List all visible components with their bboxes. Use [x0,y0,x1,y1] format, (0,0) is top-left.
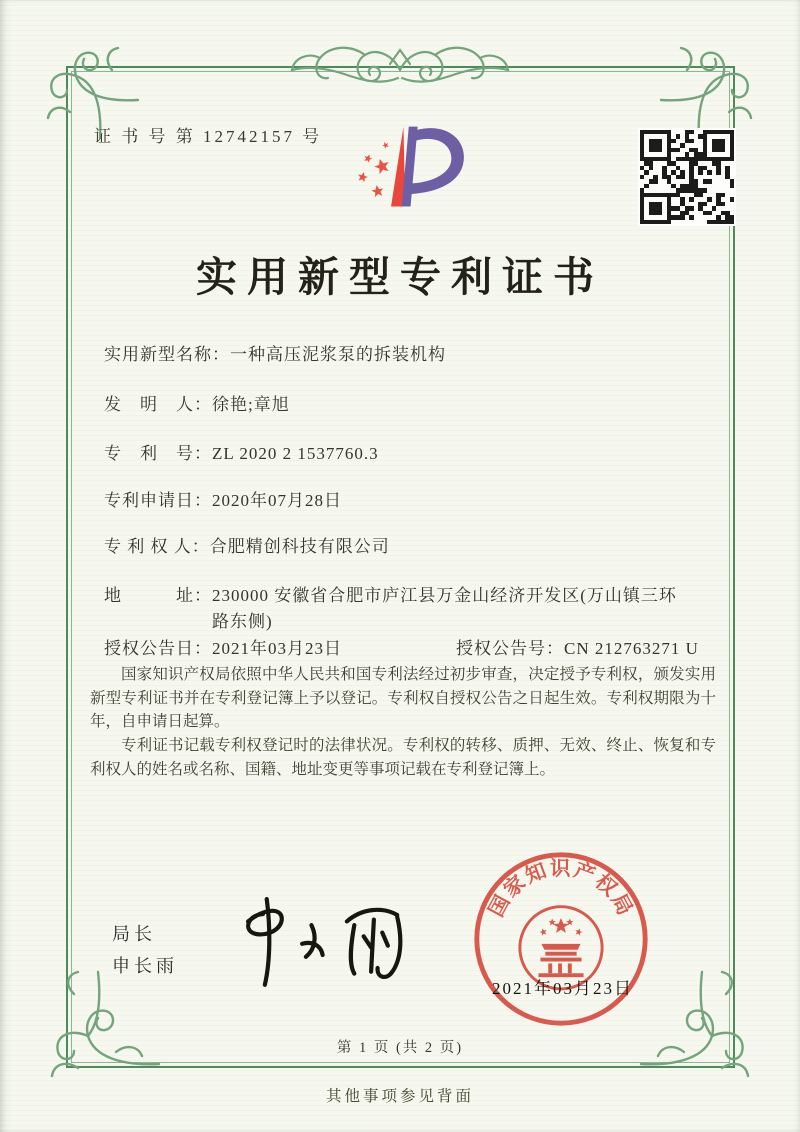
field-inventor [104,392,718,418]
field-label: 地 址： [104,586,212,605]
back-side-note: 其他事项参见背面 [325,1088,474,1105]
field-patent-number [104,441,718,467]
field-value: 徐艳;章旭 [212,395,290,414]
director-role-label: 局长 [112,924,156,944]
field-filing-date [104,488,718,514]
svg-text:国家知识产权局 [485,857,638,921]
field-value: 合肥精创科技有限公司 [209,537,390,556]
field-grant-number [456,636,699,662]
field-address [104,583,718,635]
national-emblem-seal-icon [468,846,654,1032]
cnipa-logo-icon [336,116,478,226]
field-label: 授权公告号： [456,639,564,658]
certificate-number: 证 书 号 第 12742157 号 [94,127,323,146]
field-label: 授权公告日： [104,639,212,658]
field-grant-date [104,639,342,658]
qr-code [638,128,736,226]
legal-paragraph-2: 专利证书记载专利权登记时的法律状况。专利权的转移、质押、无效、终止、恢复和专利权人的姓名或名称、国籍、地址变更等事项记载在专利登记簿上。 [90,737,716,778]
field-value: CN 212763271 U [564,639,699,658]
field-value: 2020年07月28日 [212,491,342,510]
page-number: 第 1 页 (共 2 页) [336,1040,464,1056]
certificate-title: 实用新型专利证书 [196,254,604,300]
field-patentee [104,534,718,560]
field-label: 发 明 人： [104,395,212,414]
director-name: 申长雨 [112,956,178,976]
field-label: 专 利 权 人： [104,537,210,556]
seal-date: 2021年03月23日 [492,979,633,998]
field-value: 2021年03月23日 [212,639,342,658]
qr-module [730,220,734,224]
field-value: 一种高压泥浆泵的拆装机构 [230,345,446,364]
field-label: 专利申请日： [104,491,212,510]
seal-text: 国家知识产权局 [485,858,637,921]
field-grant-row [104,636,718,662]
field-value: ZL 2020 2 1537760.3 [212,444,379,463]
handwritten-signature-icon [222,882,427,1000]
field-label: 实用新型名称： [104,345,230,364]
legal-paragraph-1: 国家知识产权局依照中华人民共和国专利法经过初步审查，决定授予专利权，颁发实用新型专利证书并在专利登记簿上予以登记。专利权自授权公告之日起生效。专利权期限为十年，自申请日起算。 [90,666,716,730]
field-utility-model-name [104,342,718,368]
field-value: 230000 安徽省合肥市庐江县万金山经济开发区(万山镇三环路东侧) [212,586,677,631]
field-label: 专 利 号： [104,444,212,463]
